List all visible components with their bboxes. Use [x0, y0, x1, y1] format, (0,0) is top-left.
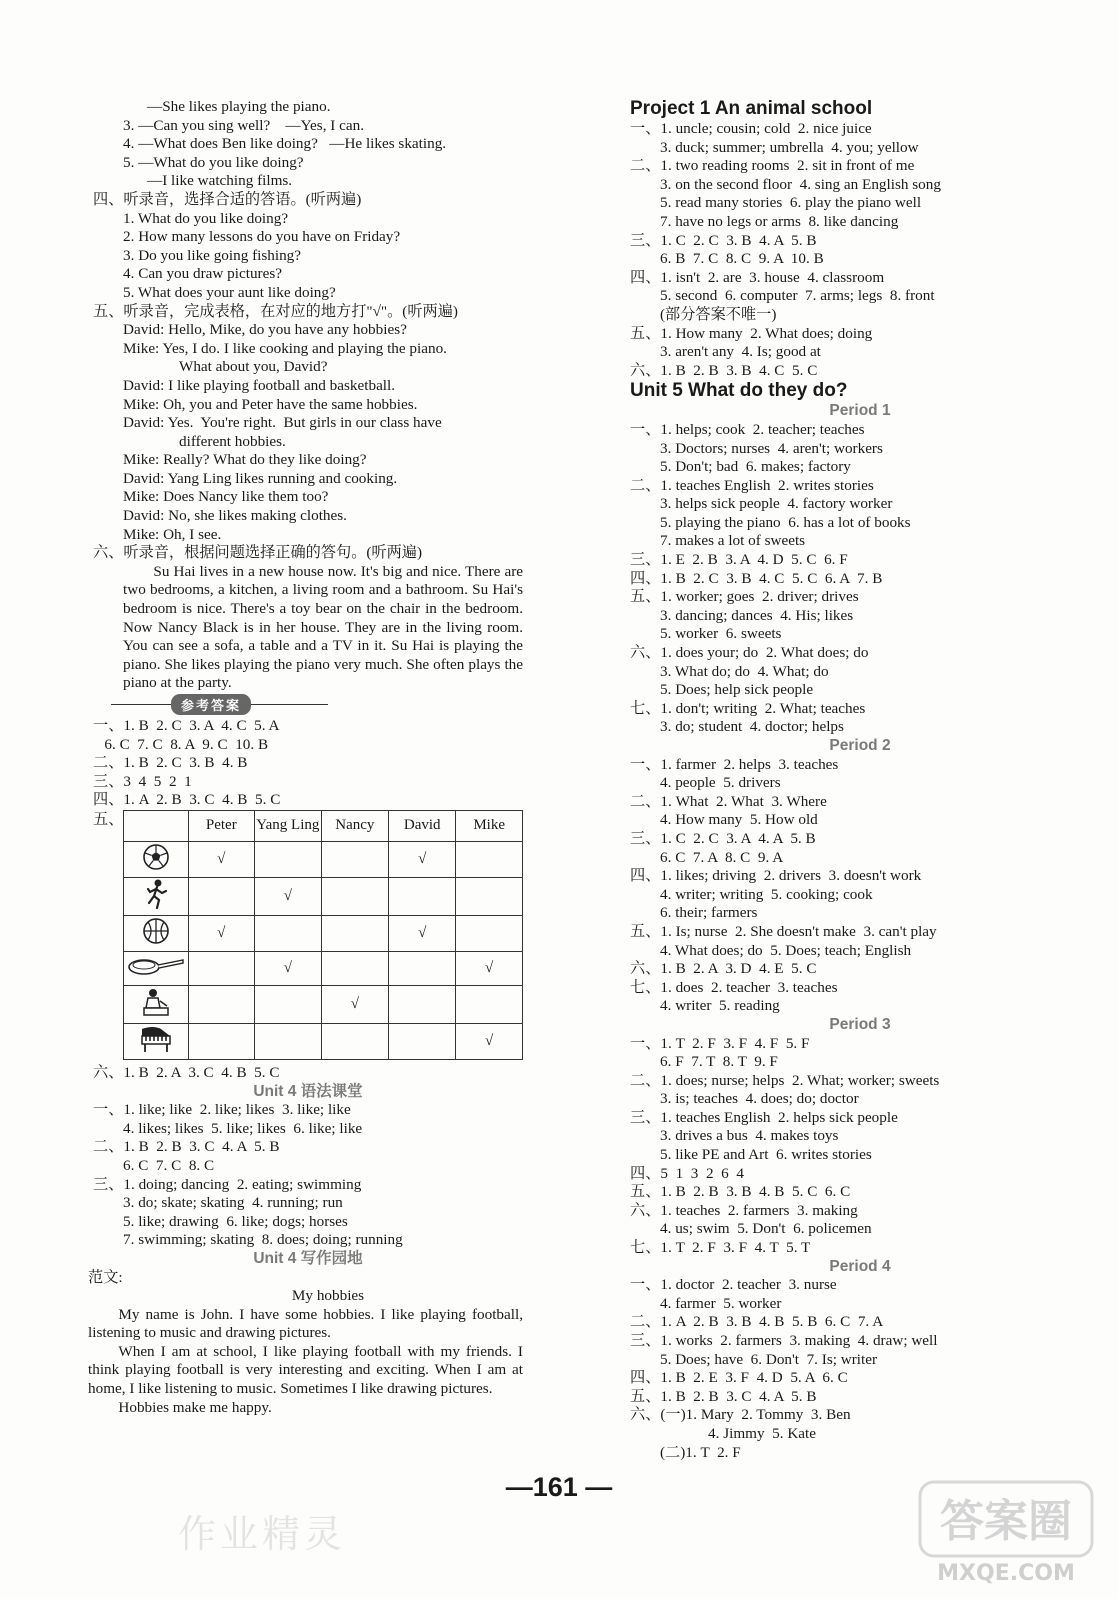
essay-title: My hobbies	[291, 1287, 365, 1305]
answer-line: 4. people 5. drivers	[660, 774, 781, 792]
frying-pan-icon	[126, 966, 186, 982]
answer-line: 3. do; skate; skating 4. running; run	[123, 1194, 343, 1212]
period-1-answers	[630, 421, 1050, 737]
table-cell	[389, 951, 456, 985]
answer-line: 4. writer 5. reading	[660, 997, 780, 1015]
table-cell: √	[456, 1023, 523, 1059]
table-header-cell: Yang Ling	[255, 810, 322, 841]
answer-line: 5. Don't; bad 6. makes; factory	[660, 458, 851, 476]
listening-text	[93, 98, 523, 563]
table-corner	[124, 810, 189, 841]
table-cell: √	[389, 915, 456, 951]
essay-paragraph: When I am at school, I like playing football with my friends. I think playing football is very interesting and exciting. When I am at home, I like listening to music. Sometimes I like drawing pictures.	[88, 1342, 523, 1398]
answer-line: 五、听录音，完成表格，在对应的地方打"√"。(听两遍)	[93, 302, 458, 320]
answer-line: 六、1. teaches 2. farmers 3. making	[630, 1201, 858, 1219]
answer-line: 四、1. A 2. B 3. C 4. B 5. C	[93, 791, 281, 809]
answer-line: 5. like PE and Art 6. writes stories	[660, 1146, 872, 1164]
answer-line: different hobbies.	[179, 432, 286, 450]
answer-line: 一、1. farmer 2. helps 3. teaches	[630, 755, 839, 773]
answer-line: 7. makes a lot of sweets	[660, 532, 806, 550]
answer-line: Mike: Oh, you and Peter have the same hobbies.	[123, 395, 418, 413]
answer-line: 7. swimming; skating 8. does; doing; running	[123, 1231, 403, 1249]
answer-line: 三、1. E 2. B 3. A 4. D 5. C 6. F	[630, 551, 848, 569]
answer-line: 2. How many lessons do you have on Friday?	[123, 228, 401, 246]
answer-line: 5. —What do you like doing?	[123, 153, 304, 171]
table-label: 五、	[93, 810, 124, 828]
answer-line: 3. Do you like going fishing?	[123, 246, 302, 264]
answer-line: 4. writer; writing 5. cooking; cook	[660, 885, 873, 903]
table-cell	[188, 1023, 255, 1059]
answer-line: —She likes playing the piano.	[147, 98, 331, 115]
answer-line: Mike: Does Nancy like them too?	[123, 488, 329, 506]
answer-line: 一、1. doctor 2. teacher 3. nurse	[630, 1276, 837, 1294]
answer-line: 3. aren't any 4. Is; good at	[660, 343, 821, 361]
answer-line: 四、1. B 2. C 3. B 4. C 5. C 6. A 7. B	[630, 569, 883, 587]
answer-line: 三、3 4 5 2 1	[93, 772, 192, 790]
answer-line: 二、1. A 2. B 3. B 4. B 5. B 6. C 7. A	[630, 1313, 884, 1331]
table-cell	[188, 877, 255, 915]
answer-line: 6. C 7. C 8. C	[123, 1156, 215, 1174]
answer-line: David: Hello, Mike, do you have any hobbies?	[123, 321, 407, 339]
table-cell	[255, 841, 322, 877]
watermark-logo-text: 答案圈	[940, 1496, 1072, 1547]
table-cell	[456, 841, 523, 877]
answer-line: 6. their; farmers	[660, 904, 758, 922]
answer-line: 一、1. helps; cook 2. teacher; teaches	[630, 420, 865, 438]
answer-line: 三、1. works 2. farmers 3. making 4. draw; well	[630, 1332, 938, 1349]
answer-line: 5. second 6. computer 7. arms; legs 8. front	[660, 287, 935, 305]
left-column	[88, 98, 523, 1417]
answer-line: 3. —Can you sing well? —Yes, I can.	[123, 116, 365, 134]
answer-line: 五、1. How many 2. What does; doing	[630, 324, 873, 342]
answer-line: 1. What do you like doing?	[123, 209, 289, 227]
unit5-title: Unit 5 What do they do?	[630, 380, 848, 402]
period-2-answers	[630, 756, 1050, 1016]
piano-icon	[139, 1042, 173, 1058]
answer-line: 4. us; swim 5. Don't 6. policemen	[660, 1220, 872, 1238]
answer-line: 3. What do; do 4. What; do	[660, 662, 829, 680]
story-paragraph: Su Hai lives in a new house now. It's big and nice. There are two bedrooms, a kitchen, a living room and a bathroom. Su Hai's bedroom is nice. There's a toy bear on the chair in the bedroom. Now Nancy Black is in her house. They are in the living room. You can see a sofa, a table and a TV in it. Su Hai is playing the piano. She likes playing the piano very much. She often plays the piano at the party.	[123, 562, 523, 692]
running-icon	[143, 898, 169, 914]
table-row	[124, 877, 523, 915]
answer-line: 4. farmer 5. worker	[660, 1294, 782, 1312]
answer-line: 六、(一)1. Mary 2. Tommy 3. Ben	[630, 1406, 851, 1424]
table-cell	[389, 1023, 456, 1059]
answer-line: 五、1. B 2. B 3. C 4. A 5. B	[630, 1387, 817, 1405]
answer-line: 5. worker 6. sweets	[660, 625, 782, 643]
right-column	[630, 98, 1050, 1462]
period-4-title: Period 4	[829, 1257, 891, 1275]
answer-line: 七、1. does 2. teacher 3. teaches	[630, 978, 838, 996]
period-2-title: Period 2	[829, 737, 891, 754]
answer-line: 二、1. two reading rooms 2. sit in front of me	[630, 157, 915, 175]
table-cell	[321, 951, 388, 985]
table-cell	[456, 915, 523, 951]
answer-line: 二、1. B 2. B 3. C 4. A 5. B	[93, 1138, 280, 1156]
table-icon-cell	[124, 951, 189, 985]
table-cell	[321, 1023, 388, 1059]
table-cell: √	[255, 951, 322, 985]
answer-line: 6. C 7. A 8. C 9. A	[660, 848, 784, 866]
table-cell	[255, 985, 322, 1023]
answer-line: 四、1. likes; driving 2. drivers 3. doesn't work	[630, 867, 922, 885]
answer-line: 六、1. does your; do 2. What does; do	[630, 644, 869, 662]
answer-line: 4. How many 5. How old	[660, 811, 818, 829]
table-cell	[321, 915, 388, 951]
period-3-answers	[630, 1035, 1050, 1258]
answer-line: 五、1. worker; goes 2. driver; drives	[630, 588, 859, 606]
answer-line: 3. duck; summer; umbrella 4. you; yellow	[660, 138, 919, 156]
answer-line: 一、1. uncle; cousin; cold 2. nice juice	[630, 120, 872, 137]
answer-line: 二、1. What 2. What 3. Where	[630, 792, 827, 810]
answer-line: 5. like; drawing 6. like; dogs; horses	[123, 1212, 348, 1230]
table-cell	[389, 877, 456, 915]
table-cell	[255, 915, 322, 951]
period-1-title: Period 1	[829, 402, 891, 420]
table-cell	[389, 985, 456, 1023]
answer-line: 3. helps sick people 4. factory worker	[660, 495, 893, 513]
answer-line: David: Yang Ling likes running and cooking.	[123, 469, 398, 487]
answer-line: 3. Doctors; nurses 4. aren't; workers	[660, 439, 883, 457]
answer-line: David: No, she likes making clothes.	[123, 507, 347, 525]
answer-line: 四、5 1 3 2 6 4	[630, 1164, 744, 1182]
watermark-left: 作业精灵	[178, 1512, 347, 1556]
answer-line: (二)1. T 2. F	[660, 1443, 741, 1461]
answer-line: 3. drives a bus 4. makes toys	[660, 1127, 839, 1145]
period-3-title: Period 3	[829, 1015, 891, 1033]
table-icon-cell	[124, 1023, 189, 1059]
answer-line: Mike: Really? What do they like doing?	[123, 451, 367, 469]
answer-line: 六、1. B 2. B 3. B 4. C 5. C	[630, 361, 818, 379]
table-cell: √	[321, 985, 388, 1023]
table-header-cell: Peter	[188, 810, 255, 841]
basketball-icon	[141, 934, 171, 950]
table-icon-cell	[124, 915, 189, 951]
watermark-url: MXQE.COM	[937, 1561, 1075, 1586]
answer-line: 二、1. does; nurse; helps 2. What; worker; sweets	[630, 1071, 940, 1089]
table-row	[124, 951, 523, 985]
table-icon-cell	[124, 877, 189, 915]
answer-line: 一、1. T 2. F 3. F 4. F 5. F	[630, 1034, 810, 1052]
answer-line: Mike: Oh, I see.	[123, 525, 222, 543]
answer-line: 三、1. doing; dancing 2. eating; swimming	[93, 1175, 362, 1193]
answer-line: (部分答案不唯一)	[660, 305, 777, 323]
hobbies-table	[123, 810, 523, 1060]
answer-line: 五、1. B 2. B 3. B 4. B 5. C 6. C	[630, 1183, 851, 1201]
answer-line: 3. dancing; dances 4. His; likes	[660, 606, 854, 624]
table-row	[124, 1023, 523, 1059]
unit4-grammar-title: Unit 4 语法课堂	[253, 1082, 363, 1100]
answer-line: 5. Does; help sick people	[660, 681, 814, 699]
project-title: Project 1 An animal school	[630, 98, 873, 119]
answer-line: 5. read many stories 6. play the piano well	[660, 194, 922, 212]
essay-paragraph: Hobbies make me happy.	[118, 1398, 272, 1416]
answer-line: 一、1. like; like 2. like; likes 3. like; like	[93, 1101, 351, 1119]
period-4-answers	[630, 1276, 1050, 1462]
answer-line: What about you, David?	[179, 358, 328, 376]
answer-line: 4. What does; do 5. Does; teach; English	[660, 941, 912, 959]
answer-line: 三、1. teaches English 2. helps sick people	[630, 1108, 898, 1126]
answer-line: 3. on the second floor 4. sing an English song	[660, 175, 941, 193]
answer-line: 三、1. C 2. C 3. A 4. A 5. B	[630, 829, 816, 847]
answer-line: 四、1. isn't 2. are 3. house 4. classroom	[630, 268, 885, 286]
answer-line: 6. F 7. T 8. T 9. F	[660, 1053, 778, 1071]
answer-line: 5. What does your aunt like doing?	[123, 283, 336, 301]
table-cell	[456, 985, 523, 1023]
answer-line: 六、1. B 2. A 3. D 4. E 5. C	[630, 960, 817, 978]
table-row	[124, 985, 523, 1023]
watermark-right-logo	[918, 1478, 1094, 1588]
answer-line: Mike: Yes, I do. I like cooking and playing the piano.	[123, 339, 447, 357]
answer-line: 六、听录音，根据问题选择正确的答句。(听两遍)	[93, 544, 423, 562]
answer-line: 一、1. B 2. C 3. A 4. C 5. A	[93, 717, 280, 734]
table-cell: √	[389, 841, 456, 877]
sewing-icon	[140, 1006, 172, 1022]
answer-line: 3. do; student 4. doctor; helps	[660, 718, 844, 736]
answer-line: 二、1. teaches English 2. writes stories	[630, 476, 874, 494]
table-row	[124, 841, 523, 877]
answer-line: 4. likes; likes 5. like; likes 6. like; like	[123, 1119, 363, 1137]
answer-line: David: Yes. You're right. But girls in our class have	[123, 414, 442, 432]
table-cell	[188, 985, 255, 1023]
answer-line: 四、听录音，选择合适的答语。(听两遍)	[93, 190, 362, 208]
answer-line: 5. Does; have 6. Don't 7. Is; writer	[660, 1350, 878, 1368]
answer-line: 七、1. don't; writing 2. What; teaches	[630, 699, 866, 717]
answer-line: 六、1. B 2. A 3. C 4. B 5. C	[93, 1063, 280, 1081]
answer-line: 三、1. C 2. C 3. B 4. A 5. B	[630, 231, 817, 249]
table-header-cell: Mike	[456, 810, 523, 841]
answer-line: David: I like playing football and basketball.	[123, 376, 396, 394]
essay-paragraph: My name is John. I have some hobbies. I like playing football, listening to music and drawing pictures.	[88, 1305, 523, 1342]
answer-line: 6. B 7. C 8. C 9. A 10. B	[660, 250, 824, 268]
table-cell: √	[456, 951, 523, 985]
unit4-writing-title: Unit 4 写作园地	[253, 1249, 363, 1267]
table-cell: √	[188, 915, 255, 951]
table-cell	[255, 1023, 322, 1059]
table-cell: √	[255, 877, 322, 915]
answer-line: 5. playing the piano 6. has a lot of books	[660, 513, 911, 531]
table-icon-cell	[124, 985, 189, 1023]
answer-line: 6. C 7. C 8. A 9. C 10. B	[93, 735, 269, 753]
sample-essay-label: 范文:	[88, 1268, 123, 1286]
page-number: —161 —	[505, 1472, 613, 1502]
project-answers	[630, 120, 1050, 380]
table-row	[124, 915, 523, 951]
grammar-answers	[93, 1101, 523, 1250]
answer-key-badge: 参考答案	[171, 694, 251, 715]
answer-line: 3. is; teaches 4. does; do; doctor	[660, 1090, 859, 1108]
answer-line: 四、1. B 2. E 3. F 4. D 5. A 6. C	[630, 1369, 848, 1387]
table-cell	[321, 877, 388, 915]
answer-line: 4. Jimmy 5. Kate	[708, 1424, 816, 1442]
answer-list	[93, 717, 523, 810]
table-cell: √	[188, 841, 255, 877]
answer-line: 7. have no legs or arms 8. like dancing	[660, 212, 899, 230]
table-cell	[456, 877, 523, 915]
table-cell	[321, 841, 388, 877]
answer-line: 二、1. B 2. C 3. B 4. B	[93, 754, 248, 772]
answer-line: 4. Can you draw pictures?	[123, 265, 283, 283]
football-icon	[141, 860, 171, 876]
table-header-cell: Nancy	[321, 810, 388, 841]
answer-line: —I like watching films.	[147, 172, 293, 190]
answer-key-header	[93, 693, 523, 717]
answer-line: 4. —What does Ben like doing? —He likes skating.	[123, 135, 447, 153]
table-cell	[188, 951, 255, 985]
answer-line: 七、1. T 2. F 3. F 4. T 5. T	[630, 1239, 811, 1257]
table-icon-cell	[124, 841, 189, 877]
answer-line: 五、1. Is; nurse 2. She doesn't make 3. can't play	[630, 922, 937, 940]
table-header-cell: David	[389, 810, 456, 841]
hobbies-table-block	[93, 810, 523, 1060]
